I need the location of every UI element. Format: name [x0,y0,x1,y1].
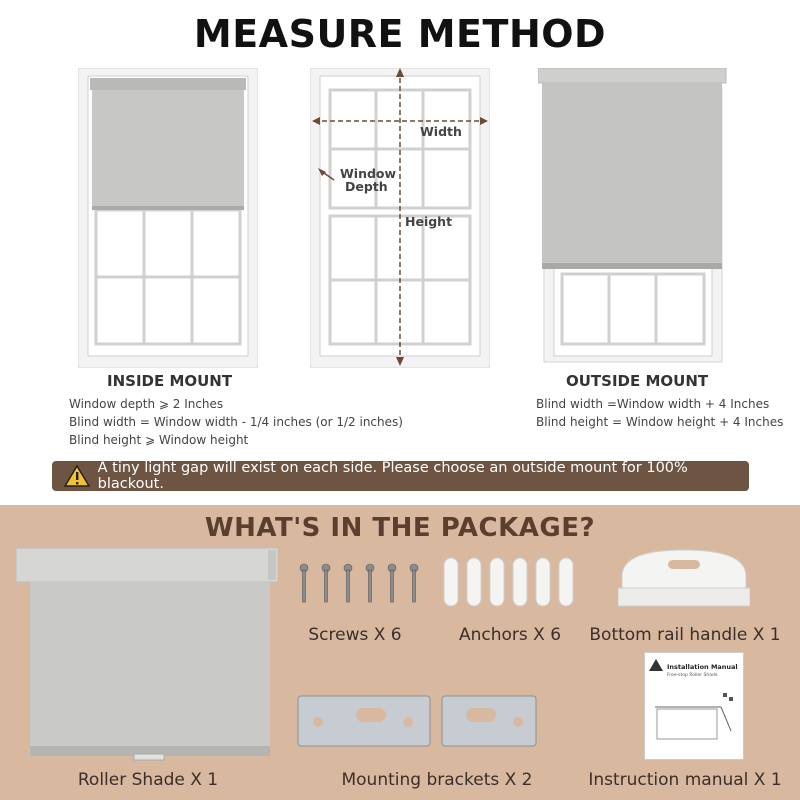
bottom-rail-handle-image [618,548,750,608]
warning-icon [64,465,90,487]
caption-screws: Screws X 6 [308,625,402,645]
inside-mount-window-illustration [78,68,258,368]
instruction-manual-image [644,652,744,760]
inside-mount-heading: INSIDE MOUNT [107,372,233,390]
anchors-image [440,556,580,608]
inside-mount-spec-2: Blind width = Window width - 1/4 inches (or 1/2 inches) [69,415,403,429]
caption-mounting-brackets: Mounting brackets X 2 [341,770,533,790]
page-title: MEASURE METHOD [193,12,607,56]
window-depth-label-1: Window [340,166,397,181]
outside-mount-heading: OUTSIDE MOUNT [566,372,709,390]
screws-image [296,562,426,610]
brand-logo-icon [649,657,663,671]
height-label: Height [405,214,453,229]
outside-mount-spec-2: Blind height = Window height + 4 Inches [536,415,784,429]
measurement-diagram [310,68,490,368]
mounting-brackets-image [296,692,538,754]
manual-cover-title: Installation Manual [667,663,738,671]
manual-cover-subtitle: Free-stop Roller Shade [667,673,718,678]
outside-mount-window-illustration [538,68,728,364]
package-title: WHAT'S IN THE PACKAGE? [204,513,596,543]
caption-bottom-rail-handle: Bottom rail handle X 1 [589,625,781,645]
caption-instruction-manual: Instruction manual X 1 [588,770,782,790]
width-label: Width [420,124,462,139]
inside-mount-spec-1: Window depth ⩾ 2 Inches [69,397,224,411]
warning-banner [52,461,749,491]
inside-mount-spec-3: Blind height ⩾ Window height [69,433,249,447]
manual-diagram-illustration [651,687,737,747]
caption-roller-shade: Roller Shade X 1 [77,770,219,790]
outside-mount-spec-1: Blind width =Window width + 4 Inches [536,397,770,411]
window-depth-label-2: Depth [345,179,388,194]
caption-anchors: Anchors X 6 [458,625,562,645]
warning-text: A tiny light gap will exist on each side. Please choose an outside mount for 100% blackout. [97,460,688,492]
roller-shade-image [16,548,278,764]
